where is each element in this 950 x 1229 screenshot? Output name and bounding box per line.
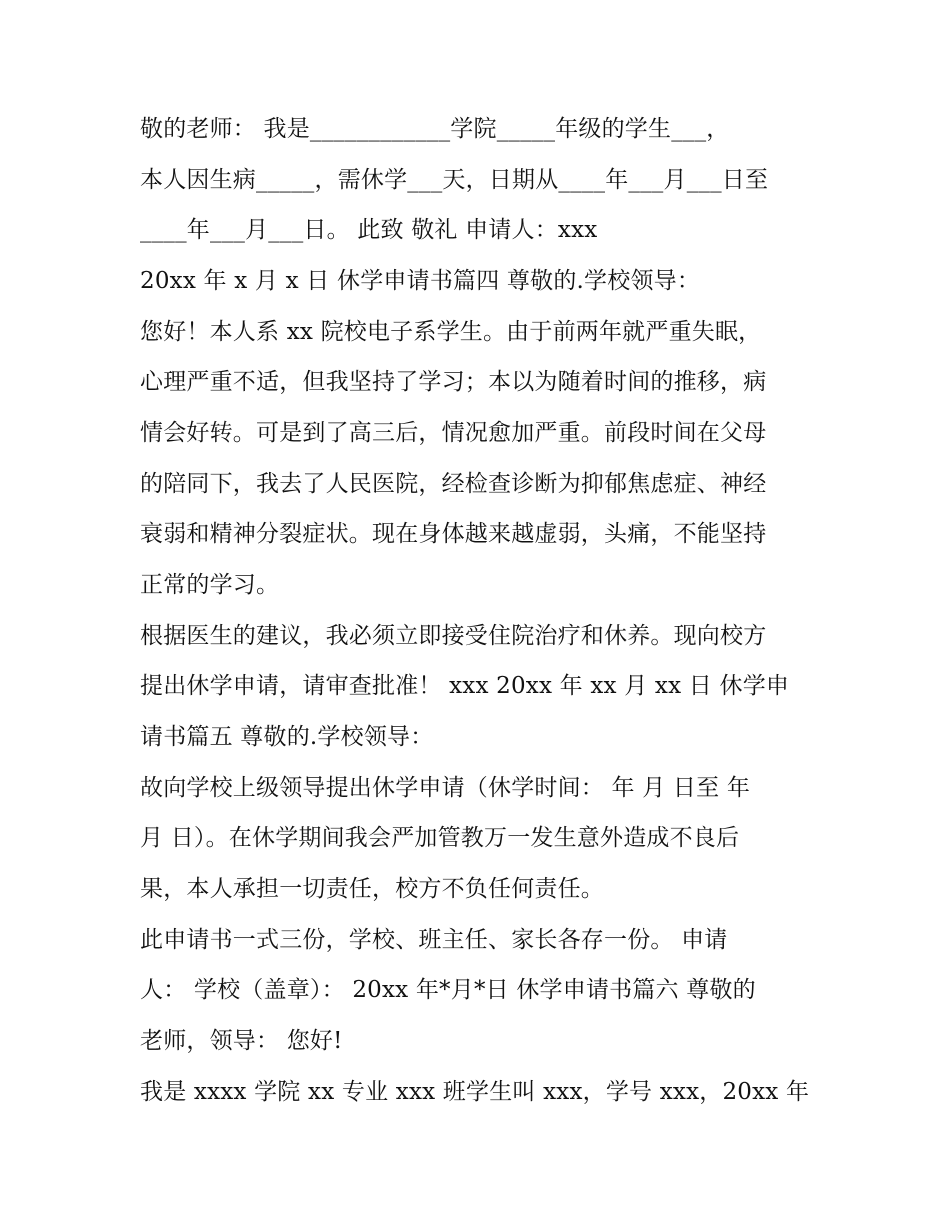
text-line: 您好！本人系 xx 院校电子系学生。由于前两年就严重失眠， bbox=[140, 319, 762, 345]
text-line: 请书篇五 尊敬的.学校领导： bbox=[140, 724, 434, 750]
text-line: 人： 学校（盖章）： 20xx 年*月*日 休学申请书篇六 尊敬的 bbox=[140, 977, 756, 1003]
text-line: 敬的老师： 我是____________学院_____年级的学生___， bbox=[140, 116, 730, 142]
text-line: 情会好转。可是到了高三后，情况愈加严重。前段时间在父母 bbox=[140, 420, 767, 446]
text-line: 老师，领导： 您好! bbox=[140, 1028, 343, 1054]
text-line: 我是 xxxx 学院 xx 专业 xxx 班学生叫 xxx，学号 xxx，20xx 年 bbox=[140, 1079, 810, 1105]
text-line: 本人因生病_____，需休学___天，日期从____年___月___日至 bbox=[140, 167, 769, 193]
text-line: 果，本人承担一切责任，校方不负任何责任。 bbox=[140, 876, 604, 902]
text-line: 衰弱和精神分裂症状。现在身体越来越虚弱，头痛，不能坚持 bbox=[140, 521, 767, 547]
text-line: 正常的学习。 bbox=[140, 572, 280, 598]
text-line: 月 日）。在休学期间我会严加管教万一发生意外造成不良后 bbox=[140, 825, 740, 851]
text-line: 根据医生的建议，我必须立即接受住院治疗和休养。现向校方 bbox=[140, 623, 767, 649]
text-line: ____年___月___日。 此致 敬礼 申请人：xxx bbox=[140, 217, 598, 243]
text-line: 20xx 年 x 月 x 日 休学申请书篇四 尊敬的.学校领导： bbox=[140, 268, 701, 294]
text-line: 的陪同下，我去了人民医院，经检查诊断为抑郁焦虑症、神经 bbox=[140, 471, 767, 497]
text-line: 此申请书一式三份，学校、班主任、家长各存一份。 申请 bbox=[140, 927, 728, 953]
text-line: 故向学校上级领导提出休学申请（休学时间： 年 月 日至 年 bbox=[140, 775, 751, 801]
text-line: 提出休学申请，请审查批准！ xxx 20xx 年 xx 月 xx 日 休学申 bbox=[140, 673, 790, 699]
text-line: 心理严重不适，但我坚持了学习；本以为随着时间的推移，病 bbox=[140, 369, 767, 395]
